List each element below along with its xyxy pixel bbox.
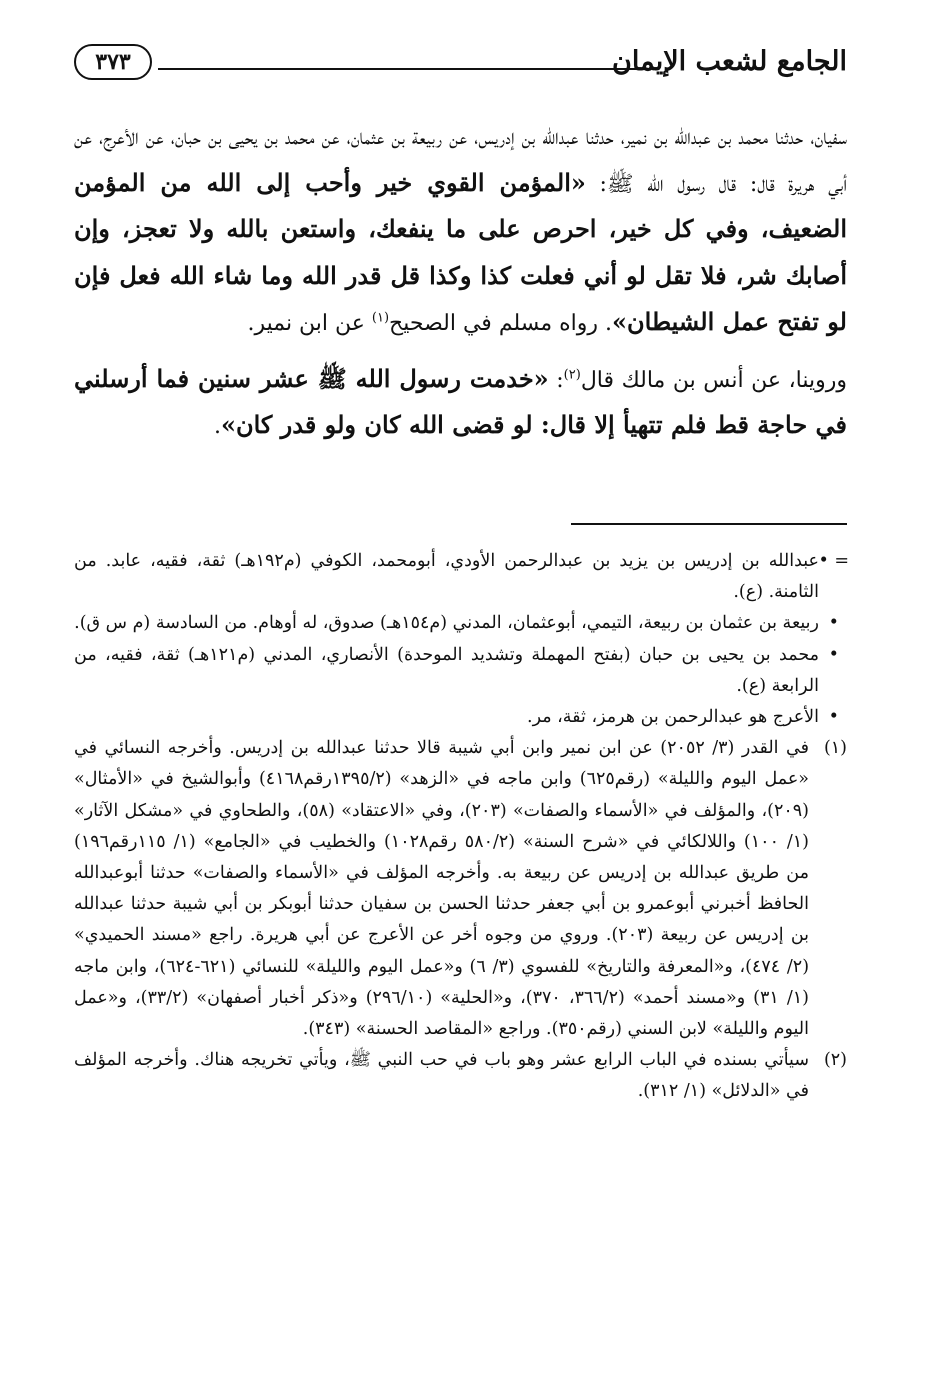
narrator-note-text: ربيعة بن عثمان بن ربيعة، التيمي، أبوعثمان، المدني (م١٥٤هـ) صدوق، له أوهام. من السادسة (م س ق).: [74, 613, 819, 634]
main-text: [74, 116, 847, 450]
paragraph-hadith-1: [74, 116, 847, 347]
page-number: ٣٧٣: [74, 44, 152, 80]
narrator-note-text: الأعرج هو عبدالرحمن بن هرمز، ثقة، مر.: [527, 707, 819, 728]
narration-source: . رواه مسلم في الصحيح: [389, 311, 613, 336]
footnote-text: في القدر (٣/ ٢٠٥٢) عن ابن نمير وابن أبي شيبة قالا حدثنا عبدالله بن إدريس. وأخرجه النسائي في «عمل اليوم والليلة» (رقم٦٢٥) وابن ماجه في «الزهد» (١٣٩٥/٢رقم٤١٦٨) وأبوالشيخ في «الأمثال» (٢٠٩)، والمؤلف في «الأسماء والصفات» (٢٠٣)، وفي «الاعتقاد» (٥٨)، والطحاوي في «مشكل الآثار» (١/ ١٠٠) واللالكائي في «شرح السنة» (٥٨٠/٢ رقم١٠٢٨) والخطيب في «الجامع» (١/ ١١٥رقم١٩٦) من طريق عبدالله بن إدريس عن ربيعة به. وأخرجه المؤلف في «الأسماء والصفات» حدثنا أبوعبدالله الحافظ أخبرني أبوعمرو بن أبي جعفر حدثنا الحسن بن سفيان حدثنا أبوبكر بن أبي شيبة حدثنا عبدالله بن إدريس عن ربيعة (٢٠٣). وروي من وجوه أخر عن الأعرج عن أبي هريرة. راجع «مسند الحميدي» (٢/ ٤٧٤)، و«المعرفة والتاريخ» للفسوي (٣/ ٦) و«عمل اليوم والليلة» للنسائي (٦٢١-٦٢٤)، وابن ماجه (١/ ٣١) و«مسند أحمد» (٣٦٦/٢، ٣٧٠)، و«الحلية» (٢٩٦/١٠) و«ذكر أخبار أصفهان» (٣٣/٢)، و«عمل اليوم والليلة» لابن السني (رقم٣٥٠). وراجع «المقاصد الحسنة» (٣٤٣).: [74, 738, 810, 1040]
bullet-icon: •: [828, 644, 839, 665]
footnote-separator: [571, 523, 847, 525]
hadith-matn: «المؤمن القوي خير وأحب إلى الله من المؤمن الضعيف، وفي كل خير، احرص على ما ينفعك، واستعن بالله ولا تعجز، وإن أصابك شر، فلا تقل لو أني فعلت كذا وكذا قل قدر الله وما شاء الله فعل فإن لو تفتح عمل الشيطان»: [74, 167, 847, 336]
hadith-matn: «خدمت رسول الله ﷺ عشر سنين فما أرسلني في حاجة قط فلم تتهيأ إلا قال: لو قضى الله كان ولو قدر كان»: [74, 363, 847, 439]
isnad-text: سفيان، حدثنا محمد بن عبدالله بن نمير، حدثنا عبدالله بن إدريس، عن ربيعة بن عثمان، عن محمد بن يحيى بن حبان، عن الأعرج، عن أبي هريرة قال: قال رسول الله ﷺ:: [74, 125, 847, 197]
isnad-text: وروينا، عن أنس بن مالك قال: [580, 367, 848, 393]
narration-tail: عن ابن نمير.: [247, 311, 372, 336]
footnote-ref-1: (١): [371, 310, 390, 326]
footnote-number: (١): [823, 738, 847, 759]
narrator-note: [74, 546, 847, 608]
footnote-ref-2: (٢): [563, 367, 581, 383]
period: .: [213, 414, 221, 439]
footnote-text: سيأتي بسنده في الباب الرابع عشر وهو باب في حب النبي ﷺ، ويأتي تخريجه هناك. وأخرجه المؤلف في «الدلائل» (١/ ٣١٢).: [74, 1050, 809, 1102]
footnotes: [74, 546, 847, 1108]
narrator-note: [74, 608, 847, 639]
bullet-icon: •: [828, 707, 839, 728]
narrator-note: [74, 640, 847, 702]
narrator-note: [74, 702, 847, 733]
page-header: [74, 40, 847, 88]
bullet-icon: •: [828, 613, 839, 634]
narrator-note-text: عبدالله بن إدريس بن يزيد بن عبدالرحمن الأودي، أبومحمد، الكوفي (م١٩٢هـ) ثقة، فقيه، عابد. من الثامنة. (ع).: [74, 551, 819, 603]
narrator-note-text: محمد بن يحيى بن حبان (بفتح المهملة وتشديد الموحدة) الأنصاري، المدني (م١٢١هـ) ثقة، فقيه، من الرابعة (ع).: [74, 644, 819, 696]
header-rule: [158, 68, 637, 70]
continuation-marker: = •: [818, 551, 849, 571]
footnote-2: [74, 1045, 847, 1107]
running-title: الجامع لشعب الإيمان: [612, 46, 847, 77]
footnote-1: [74, 733, 847, 1045]
colon: :: [548, 367, 564, 393]
paragraph-hadith-2: [74, 357, 847, 450]
footnote-number: (٢): [823, 1050, 847, 1071]
